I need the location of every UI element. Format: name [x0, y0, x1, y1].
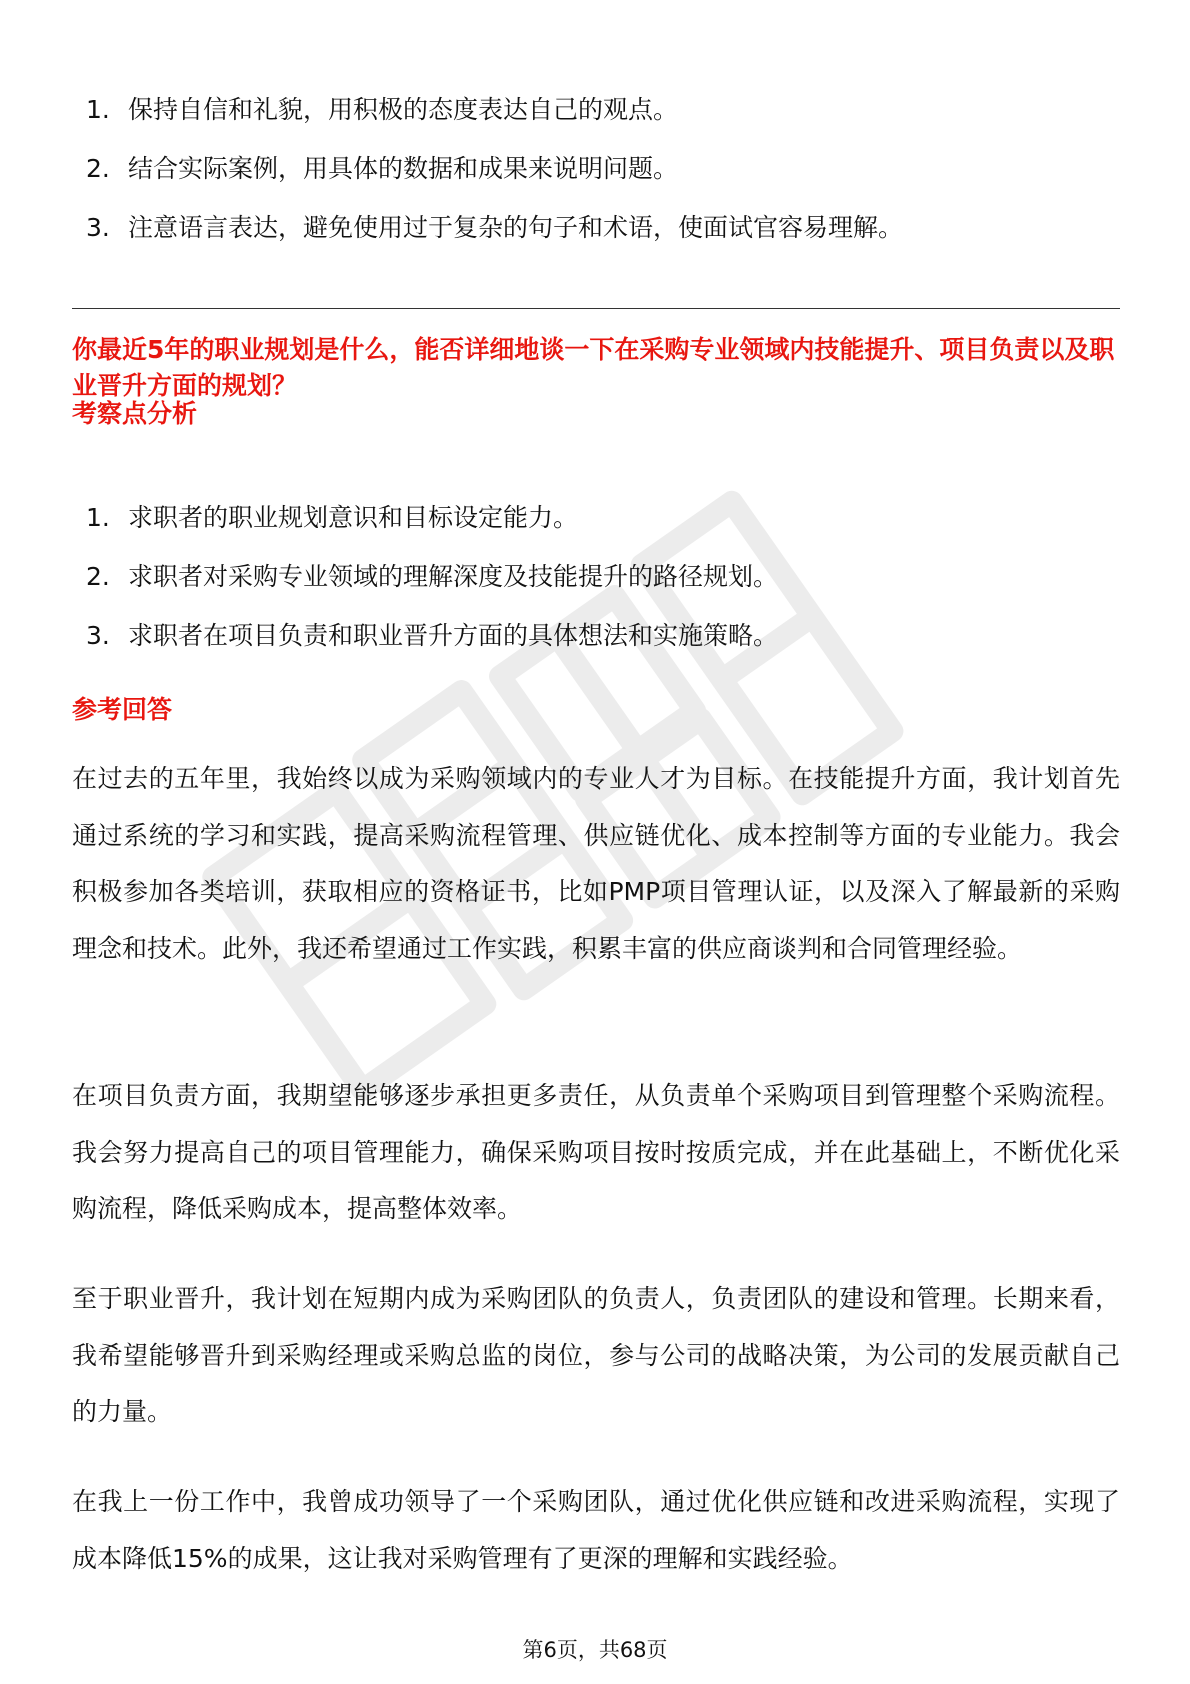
list-item: 1. 保持自信和礼貌，用积极的态度表达自己的观点。 [86, 95, 679, 124]
answer-paragraph: 至于职业晋升，我计划在短期内成为采购团队的负责人，负责团队的建设和管理。长期来看，我希望能够晋升到采购经理或采购总监的岗位，参与公司的战略决策，为公司的发展贡献自己的力量。 [72, 1284, 1120, 1426]
analysis-list [72, 502, 778, 679]
section-divider [72, 308, 1120, 309]
interview-question: 你最近5年的职业规划是什么，能否详细地谈一下在采购专业领域内技能提升、项目负责以及职业晋升方面的规划？ [72, 335, 1115, 400]
answer-paragraph: 在项目负责方面，我期望能够逐步承担更多责任，从负责单个采购项目到管理整个采购流程。我会努力提高自己的项目管理能力，确保采购项目按时按质完成，并在此基础上，不断优化采购流程，降低采购成本，提高整体效率。 [72, 1081, 1120, 1223]
list-item: 3. 求职者在项目负责和职业晋升方面的具体想法和实施策略。 [86, 621, 779, 650]
tips-list [72, 94, 903, 271]
analysis-heading: 考察点分析 [72, 399, 198, 428]
list-item: 3. 注意语言表达，避免使用过于复杂的句子和术语，使面试官容易理解。 [86, 213, 904, 242]
page-number: 第6页，共68页 [522, 1638, 668, 1662]
list-item: 2. 结合实际案例，用具体的数据和成果来说明问题。 [86, 154, 679, 183]
answer-paragraph: 在过去的五年里，我始终以成为采购领域内的专业人才为目标。在技能提升方面，我计划首先通过系统的学习和实践，提高采购流程管理、供应链优化、成本控制等方面的专业能力。我会积极参加各类培训，获取相应的资格证书，比如PMP项目管理认证，以及深入了解最新的采购理念和技术。此外，我还希望通过工作实践，积累丰富的供应商谈判和合同管理经验。 [72, 764, 1120, 963]
list-item: 2. 求职者对采购专业领域的理解深度及技能提升的路径规划。 [86, 562, 779, 591]
answer-paragraph: 在我上一份工作中，我曾成功领导了一个采购团队，通过优化供应链和改进采购流程，实现了成本降低15%的成果，这让我对采购管理有了更深的理解和实践经验。 [72, 1487, 1120, 1573]
list-item: 1. 求职者的职业规划意识和目标设定能力。 [86, 503, 579, 532]
answer-heading: 参考回答 [72, 695, 173, 724]
